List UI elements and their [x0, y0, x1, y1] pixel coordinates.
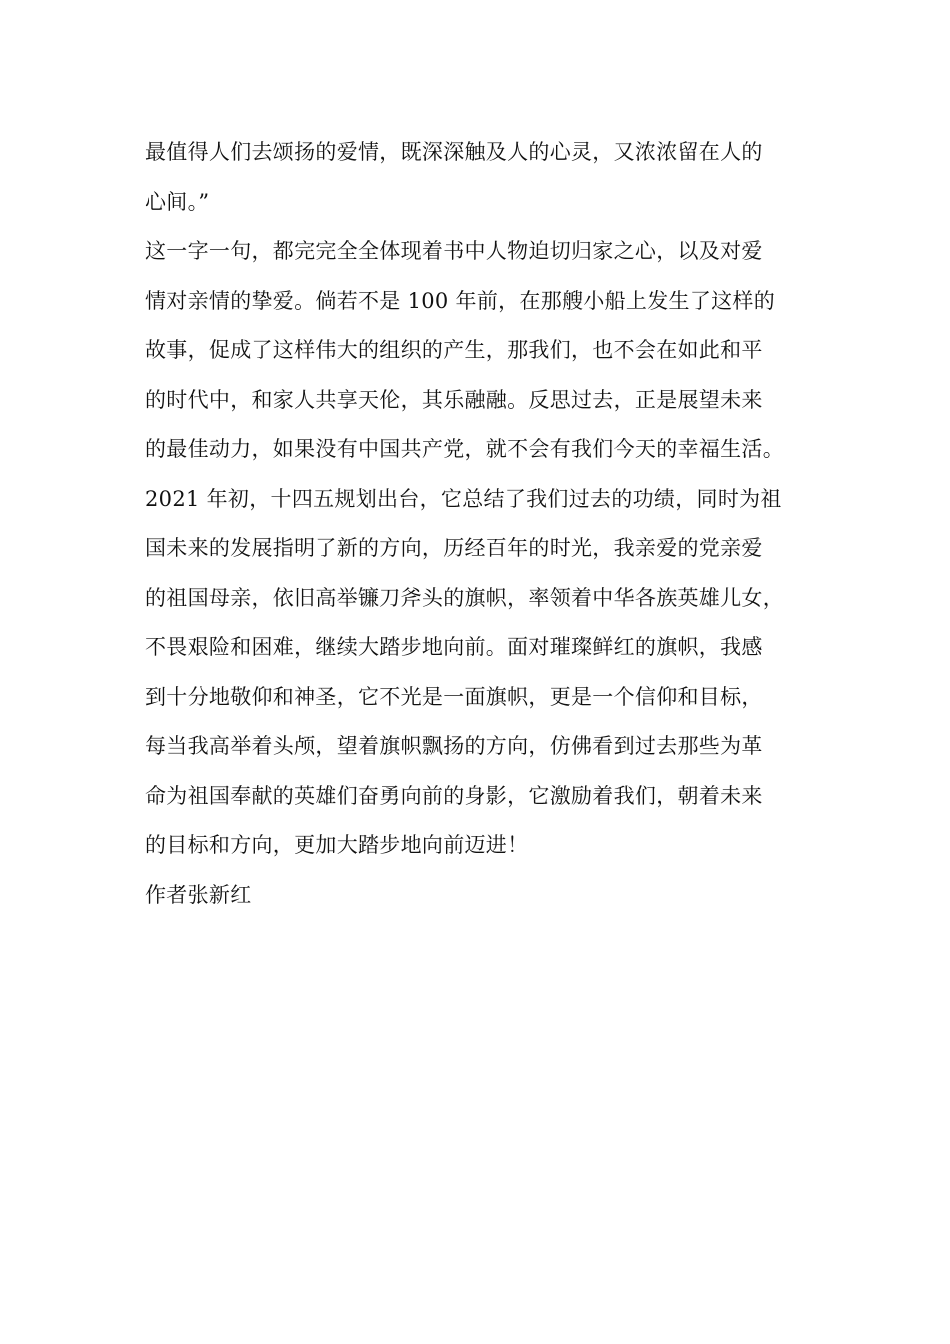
text-line: 的时代中，和家人共享天伦，其乐融融。反思过去，正是展望未来: [145, 387, 763, 412]
text-line: 的最佳动力，如果没有中国共产党，就不会有我们今天的幸福生活。: [145, 437, 784, 461]
text-line: 2021 年初，十四五规划出台，它总结了我们过去的功绩，同时为祖: [145, 486, 782, 511]
text-line: 国未来的发展指明了新的方向，历经百年的时光，我亲爱的党亲爱: [145, 536, 763, 560]
text-line: 命为祖国奉献的英雄们奋勇向前的身影，它激励着我们，朝着未来: [145, 783, 763, 808]
text-line: 心间。”: [145, 189, 210, 214]
text-line: 这一字一句，都完完全全体现着书中人物迫切归家之心，以及对爱: [145, 239, 763, 263]
text-line: 的祖国母亲，依旧高举镰刀斧头的旗帜，率领着中华各族英雄儿女，: [145, 585, 784, 610]
text-line: 最值得人们去颂扬的爱情，既深深触及人的心灵，又浓浓留在人的: [145, 140, 763, 164]
text-line: 情对亲情的挚爱。倘若不是 100 年前，在那艘小船上发生了这样的: [145, 288, 776, 313]
text-body: [145, 128, 825, 920]
text-line: 不畏艰险和困难，继续大踏步地向前。面对璀璨鲜红的旗帜，我感: [145, 635, 763, 659]
author-line: 作者张新红: [145, 882, 252, 907]
text-line: 到十分地敬仰和神圣，它不光是一面旗帜，更是一个信仰和目标，: [145, 684, 763, 709]
text-line: 故事，促成了这样伟大的组织的产生，那我们，也不会在如此和平: [145, 338, 763, 362]
text-line: 每当我高举着头颅，望着旗帜飘扬的方向，仿佛看到过去那些为革: [145, 734, 763, 758]
text-line: 的目标和方向，更加大踏步地向前迈进！: [145, 833, 529, 857]
